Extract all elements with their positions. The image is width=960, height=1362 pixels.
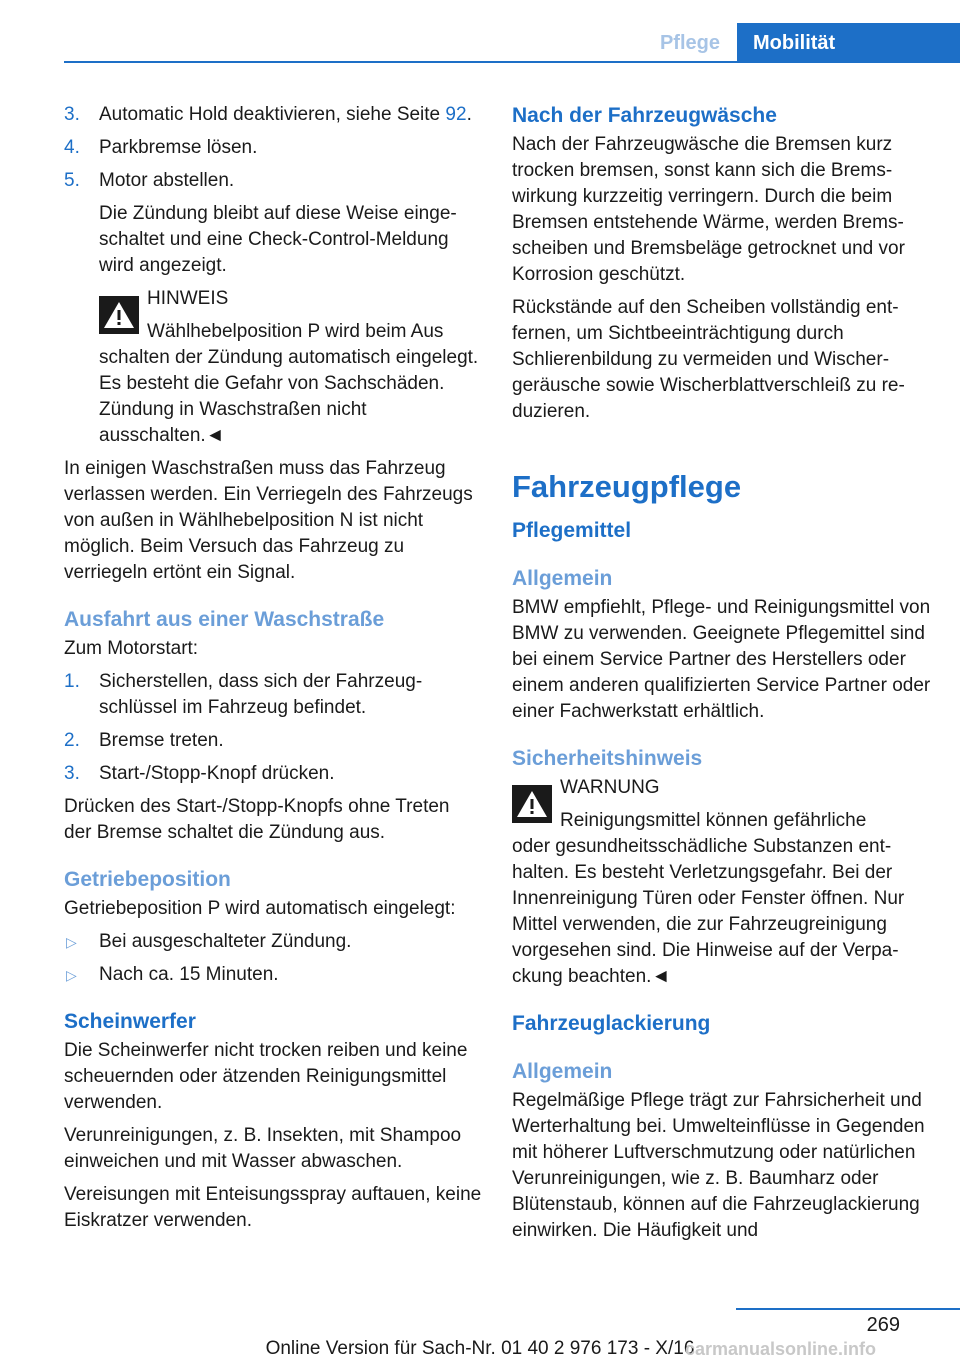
section-heading-lack: Fahrzeuglackierung (512, 1012, 711, 1035)
triangle-bullet-icon: ▷ (66, 934, 77, 950)
step-text: Sicherstellen, dass sich der Fahrzeugschlüssel im Fahrzeug befindet. (99, 671, 423, 718)
step-text: Automatic Hold deaktivieren, siehe Seite (99, 104, 446, 125)
hinweis-text: schalten der Zündung automatisch eingelegt. Es besteht die Gefahr von Sachschäden. Zündung in Waschstraßen nicht ausschalten.◄ (99, 347, 479, 446)
paragraph: Rückstände auf den Scheiben vollständig entfernen, um Sichtbeeinträchtigung durch Schlierenbildung zu vermeiden und Wischergeräusche sowie Wischerblattverschleiß zu reduzieren. (512, 297, 905, 422)
step-text: Bremse treten. (99, 730, 224, 751)
warnung-text-start: Reinigungsmittel können gefährliche (560, 810, 867, 831)
step-text: Parkbremse lösen. (99, 137, 258, 158)
right-column (512, 102, 932, 1251)
tab-pflege[interactable]: Pflege (659, 32, 720, 54)
list-item (64, 669, 482, 721)
list-item (64, 761, 482, 787)
subsection-heading-allgemein: Allgemein (512, 567, 613, 590)
list-item (64, 102, 482, 128)
section-heading-ausfahrt: Ausfahrt aus einer Waschstraße (64, 608, 385, 631)
footer-rule (736, 1308, 960, 1310)
section-heading-pflegemittel: Pflegemittel (512, 519, 632, 542)
step-number: 2. (64, 730, 80, 751)
paragraph: Nach der Fahrzeugwäsche die Bremsen kurz trocken bremsen, sonst kann sich die Bremswirkung kurzzeitig verringern. Durch die beim Bremsen entstehende Wärme, werden Bremsscheiben und Bremsbeläge getrocknet und vor Korrosion geschützt. (512, 134, 905, 285)
paragraph: Die Scheinwerfer nicht trocken reiben und keine scheuernden oder ätzenden Reinigungsmittel verwenden. (64, 1040, 468, 1113)
triangle-bullet-icon: ▷ (66, 967, 77, 983)
step-number: 3. (64, 763, 80, 784)
subsection-heading-sicherheit: Sicherheitshinweis (512, 747, 703, 770)
left-column (64, 102, 482, 1241)
warnung-text: oder gesundheitsschädliche Substanzen enthalten. Es besteht Verletzungsgefahr. Bei der Innenreinigung Türen oder Fenster öffnen. Nur Mittel verwenden, die zur Fahrzeugreinigung vorgesehen sind. Die Hinweise auf der Verpackung beachten.◄ (512, 836, 905, 987)
list-item (64, 728, 482, 754)
watermark: carmanualsonline.info (685, 1339, 877, 1359)
step-number: 3. (64, 104, 80, 125)
paragraph: Drücken des Start-/Stopp-Knopfs ohne Treten der Bremse schaltet die Zündung aus. (64, 796, 450, 843)
step-number: 4. (64, 137, 80, 158)
paragraph: Regelmäßige Pflege trägt zur Fahrsicherheit und Werterhaltung bei. Umwelteinflüsse in Gegenden mit höherer Luftverschmutzung oder natürlichen Verunreinigungen, wie z. B. Baumharz oder Blütenstaub, können auf die Fahrzeuglackierung einwirken. Die Häufigkeit und (512, 1090, 925, 1241)
step-number: 1. (64, 671, 80, 692)
hinweis-title: HINWEIS (147, 288, 229, 309)
warning-triangle-icon (99, 296, 139, 334)
step-text-end: . (466, 104, 472, 125)
warnung-box (512, 775, 932, 990)
subsection-heading-allgemein: Allgemein (512, 1060, 613, 1083)
section-heading-scheinwerfer: Scheinwerfer (64, 1010, 196, 1033)
step-text: Start-/Stopp-Knopf drücken. (99, 763, 335, 784)
list-item (64, 135, 482, 161)
list-item (64, 929, 482, 955)
section-heading-nach: Nach der Fahrzeugwäsche (512, 104, 777, 127)
paragraph: Vereisungen mit Enteisungsspray auftauen, keine Eiskratzer verwenden. (64, 1184, 482, 1231)
paragraph: Zum Motorstart: (64, 638, 199, 659)
step-text: Motor abstellen. (99, 170, 235, 191)
paragraph: Getriebeposition P wird automatisch eingelegt: (64, 898, 456, 919)
paragraph: BMW empfiehlt, Pflege- und Reinigungsmittel von BMW zu verwenden. Geeignete Pflegemittel sind bei einem Service Partner des Herstellers oder einem anderen qualifizierten Service Partner oder einer Fachwerkstatt erhältlich. (512, 597, 931, 722)
paragraph: In einigen Waschstraßen muss das Fahrzeug verlassen werden. Ein Verriegeln des Fahrzeugs von außen in Wählhebelposition N ist nicht möglich. Beim Versuch das Fahrzeug zu verriegeln ertönt ein Signal. (64, 458, 473, 583)
tab-mobilitaet[interactable]: Mobilität (737, 23, 960, 62)
bullet-text: Bei ausgeschalteter Zündung. (99, 931, 352, 952)
step-number: 5. (64, 170, 80, 191)
page-number: 269 (866, 1314, 900, 1336)
section-heading-getriebe: Getriebeposition (64, 868, 231, 891)
page-link[interactable]: 92 (445, 104, 467, 125)
warnung-title: WARNUNG (560, 777, 660, 798)
list-item (64, 962, 482, 988)
bullet-text: Nach ca. 15 Minuten. (99, 964, 279, 985)
hinweis-box (99, 286, 482, 449)
footer-text: Online Version für Sach-Nr. 01 40 2 976 173 - X/16 (265, 1338, 695, 1359)
list-item (64, 168, 482, 194)
step-note: Die Zündung bleibt auf diese Weise eingeschaltet und eine Check-Control-Meldung wird angezeigt. (99, 203, 457, 276)
paragraph: Verunreinigungen, z. B. Insekten, mit Shampoo einweichen und mit Wasser abwaschen. (64, 1125, 462, 1172)
header-rule (64, 61, 960, 63)
hinweis-text-start: Wählhebelposition P wird beim Aus (147, 321, 444, 342)
warning-triangle-icon (512, 785, 552, 823)
page-header (0, 0, 960, 62)
chapter-heading: Fahrzeugpflege (512, 469, 742, 504)
